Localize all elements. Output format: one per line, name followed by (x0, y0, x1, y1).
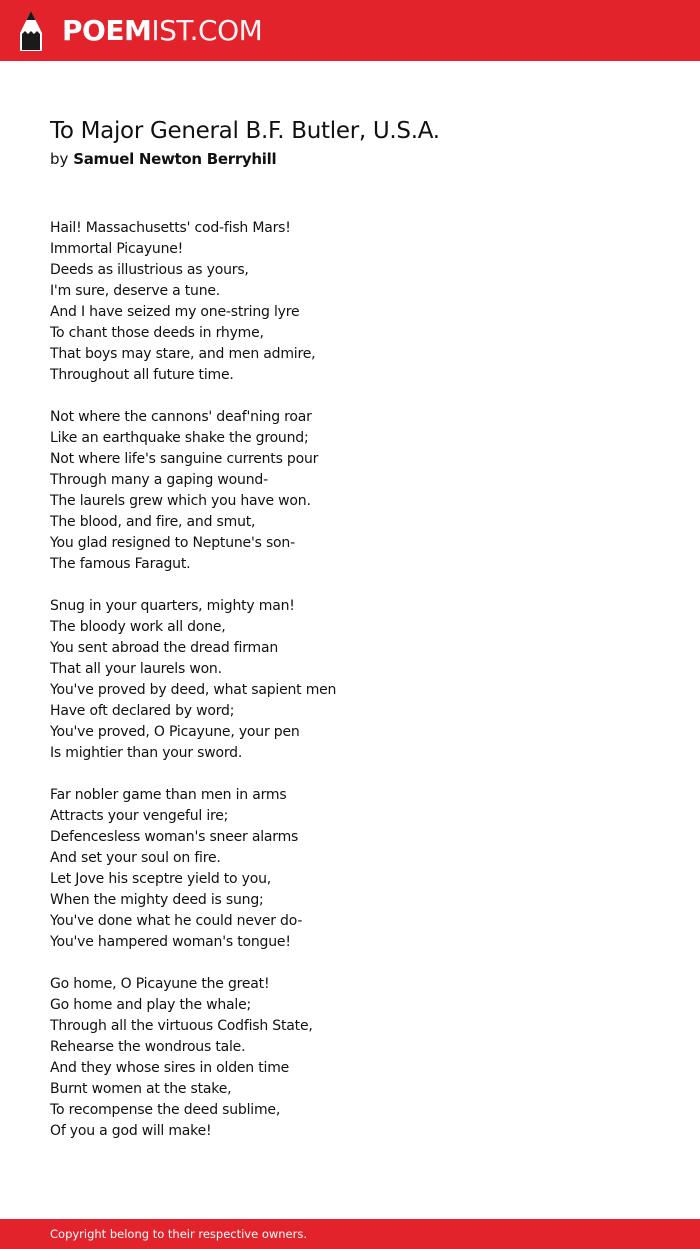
site-footer (0, 1219, 700, 1249)
poem-title: To Major General B.F. Butler, U.S.A. (50, 118, 440, 144)
poem-line: You glad resigned to Neptune's son- (50, 535, 295, 551)
poem-line: Of you a god will make! (50, 1123, 212, 1139)
poem-line: Is mightier than your sword. (50, 745, 243, 761)
stanza-4 (50, 785, 650, 953)
poem-line: When the mighty deed is sung; (50, 892, 264, 908)
poem-line: To chant those deeds in rhyme, (50, 325, 264, 341)
poem-line: Deeds as illustrious as yours, (50, 262, 249, 278)
poem-line: Have oft declared by word; (50, 703, 235, 719)
poem-line: The blood, and fire, and smut, (50, 514, 256, 530)
brand-light-text: IST.COM (151, 14, 263, 47)
poem-line: Hail! Massachusetts' cod-fish Mars! (50, 220, 291, 236)
poem-line: That all your laurels won. (50, 661, 222, 677)
poem-line: And I have seized my one-string lyre (50, 304, 300, 320)
home-logo-link[interactable] (18, 9, 262, 53)
poem-line: Not where life's sanguine currents pour (50, 451, 319, 467)
poem-line: Defencesless woman's sneer alarms (50, 829, 299, 845)
poem-line: I'm sure, deserve a tune. (50, 283, 221, 299)
poem-line: You sent abroad the dread firman (50, 640, 279, 656)
poem-line: Snug in your quarters, mighty man! (50, 598, 295, 614)
poem-line: To recompense the deed sublime, (50, 1102, 281, 1118)
stanza-5 (50, 974, 650, 1142)
poem-line: You've proved, O Picayune, your pen (50, 724, 300, 740)
poem-line: Burnt women at the stake, (50, 1081, 232, 1097)
site-header (0, 0, 700, 61)
poem-line: And they whose sires in olden time (50, 1060, 290, 1076)
poem-line: Through all the virtuous Codfish State, (50, 1018, 313, 1034)
copyright-notice: Copyright belong to their respective owners. (50, 1227, 308, 1241)
poem-line: The famous Faragut. (50, 556, 191, 572)
poem-line: You've done what he could never do- (50, 913, 303, 929)
poem-line: That boys may stare, and men admire, (50, 346, 316, 362)
by-label: by (50, 150, 69, 168)
brand-bold-text: POEM (62, 14, 152, 47)
author-name: Samuel Newton Berryhill (73, 150, 277, 168)
stanza-3 (50, 596, 650, 764)
poem-line: Let Jove his sceptre yield to you, (50, 871, 272, 887)
poem-line: Through many a gaping wound- (50, 472, 268, 488)
site-brand (62, 9, 262, 53)
poem-line: You've hampered woman's tongue! (50, 934, 291, 950)
poem-body (50, 218, 650, 1163)
byline (50, 149, 276, 169)
poem-line: Attracts your vengeful ire; (50, 808, 229, 824)
poem-line: Like an earthquake shake the ground; (50, 430, 309, 446)
poem-line: The bloody work all done, (50, 619, 226, 635)
poem-line: Not where the cannons' deaf'ning roar (50, 409, 312, 425)
pencil-icon (18, 10, 44, 52)
poem-line: Immortal Picayune! (50, 241, 184, 257)
poem-line: Go home, O Picayune the great! (50, 976, 270, 992)
poem-line: You've proved by deed, what sapient men (50, 682, 337, 698)
poem-line: Rehearse the wondrous tale. (50, 1039, 246, 1055)
poem-line: And set your soul on fire. (50, 850, 221, 866)
stanza-2 (50, 407, 650, 575)
poem-line: Throughout all future time. (50, 367, 234, 383)
poem-line: Far nobler game than men in arms (50, 787, 287, 803)
poem-line: The laurels grew which you have won. (50, 493, 311, 509)
poem-line: Go home and play the whale; (50, 997, 252, 1013)
stanza-1 (50, 218, 650, 386)
